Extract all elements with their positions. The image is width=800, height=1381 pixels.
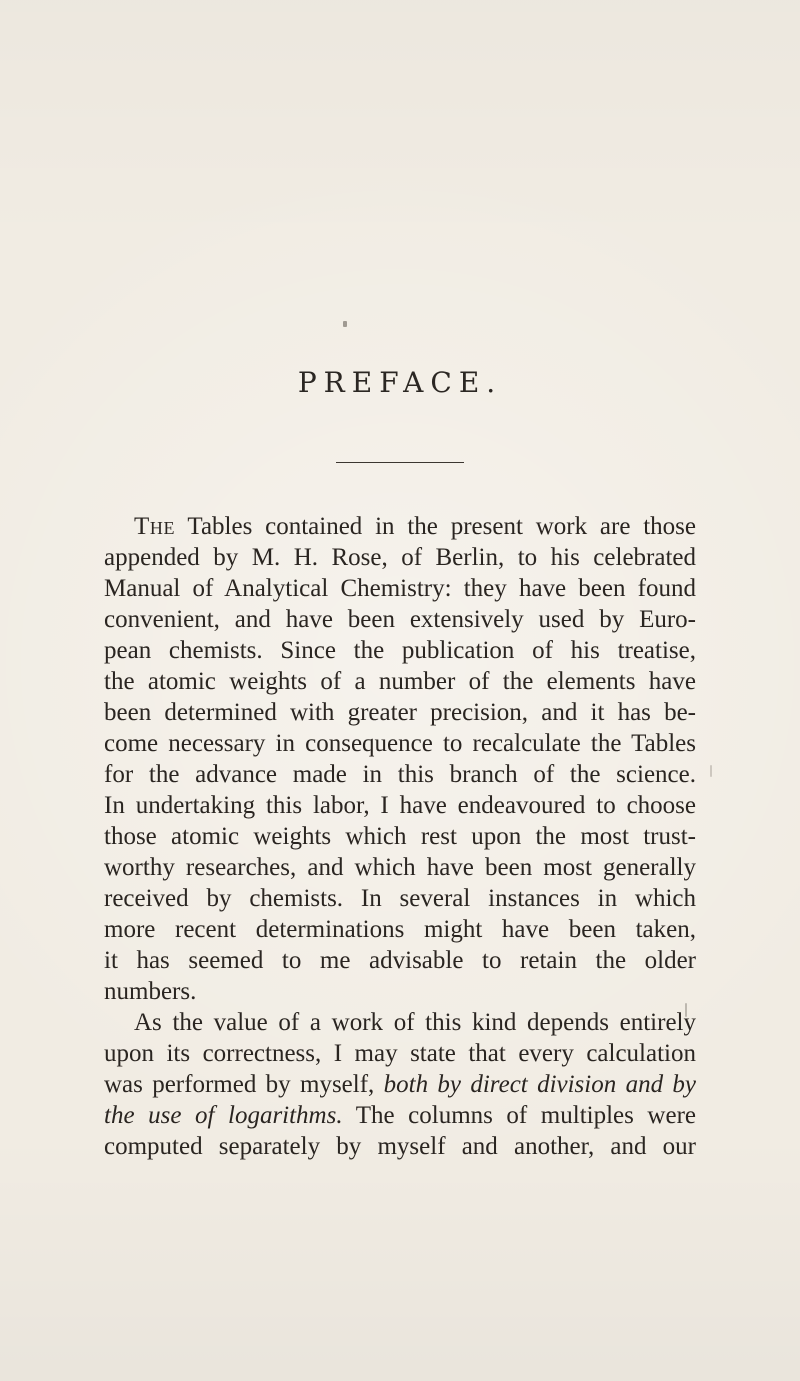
ink-speck-side [710, 765, 712, 777]
preface-line-18: upon its correctness, I may state that every calculation [104, 1040, 696, 1067]
preface-line-5: pean chemists. Since the publication of his treatise, [104, 637, 696, 664]
line-text: was performed by myself, [104, 1071, 384, 1098]
preface-line-6: the atomic weights of a number of the elements have [104, 668, 696, 695]
preface-line-8: come necessary in consequence to recalculate the Tables [104, 730, 696, 757]
preface-line-10: In undertaking this labor, I have endeavoured to choose [104, 792, 696, 819]
line-text: The columns of multiples were [342, 1102, 696, 1129]
preface-line-1 [104, 511, 696, 542]
opening-word: The [134, 513, 176, 540]
preface-line-19 [104, 1069, 696, 1100]
page-title: PREFACE. [297, 366, 503, 399]
italic-text: both by direct division and by [383, 1071, 696, 1098]
preface-line-3: Manual of Analytical Chemistry: they have been found [104, 575, 696, 602]
preface-line-15: it has seemed to me advisable to retain the older [104, 947, 696, 974]
preface-line-9: for the advance made in this branch of the science. [104, 761, 696, 788]
preface-line-21: computed separately by myself and another, and our [104, 1133, 696, 1160]
preface-line-16: numbers. [104, 978, 197, 1005]
preface-line-13: received by chemists. In several instances in which [104, 885, 696, 912]
italic-text: the use of logarithms. [104, 1102, 343, 1129]
preface-line-7: been determined with greater precision, and it has be- [104, 699, 696, 726]
title-rule [336, 462, 464, 463]
preface-line-14: more recent determinations might have been taken, [104, 916, 696, 943]
preface-line-12: worthy researches, and which have been most generally [104, 854, 696, 881]
ink-speck-top [343, 321, 347, 327]
preface-line-17: As the value of a work of this kind depends entirely [134, 1009, 696, 1036]
line-text: Tables contained in the present work are those [175, 513, 696, 540]
preface-line-20 [104, 1100, 696, 1131]
preface-line-4: convenient, and have been extensively used by Euro- [104, 606, 696, 633]
preface-line-11: those atomic weights which rest upon the most trust- [104, 823, 696, 850]
preface-line-2: appended by M. H. Rose, of Berlin, to his celebrated [104, 544, 696, 571]
